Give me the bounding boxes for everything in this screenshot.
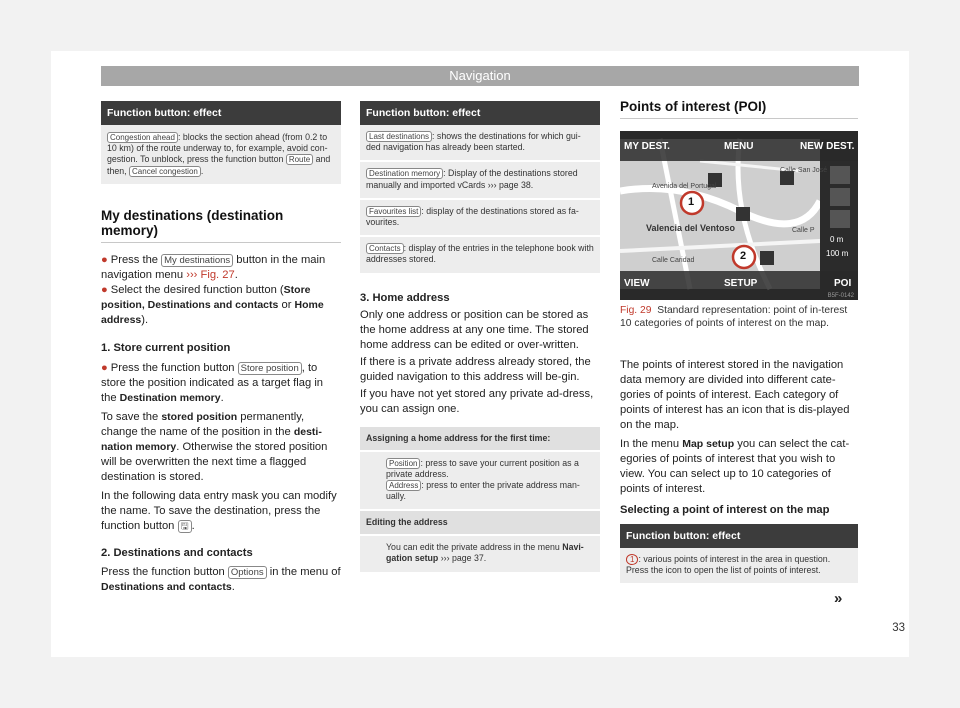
paragraph [101, 565, 341, 595]
map-scale-0: 0 m [830, 235, 844, 244]
callout-2: 2 [740, 250, 747, 262]
text: ››› page 37. [438, 553, 487, 564]
map-street-label: Avenida del Portugal [652, 183, 717, 190]
bullet-3 [101, 361, 341, 406]
row-text: : Display of the destinations stored manually and imported vCards ››› page 38. [366, 168, 578, 190]
text: . [234, 268, 238, 281]
key-last-destinations: Last destinations [366, 131, 432, 142]
figure-caption [620, 304, 858, 330]
paragraph: The points of interest stored in the navigation data memory are divided into different cate-gories of points of interest. Each category of points of interest has an icon that is dis-played on the map. [620, 359, 850, 431]
text: Select the desired function button ( [110, 283, 284, 296]
column-1 [101, 101, 341, 595]
map-street-label: Calle San José [780, 167, 828, 174]
key-route: Route [286, 154, 313, 165]
text: in the menu of [266, 565, 341, 578]
bold-text: Home address [101, 298, 324, 326]
function-table-1 [101, 101, 341, 186]
bullet-icon: ● [101, 361, 108, 374]
column-3-title [620, 99, 858, 119]
table-row [620, 548, 858, 585]
row-text: : various points of interest in the area in question. Press the icon to open the list of points of interest. [626, 554, 831, 576]
key-options: Options [228, 566, 267, 579]
function-table-2 [360, 101, 600, 275]
row-text: : blocks the section ahead (from 0.2 to 10 km) of the route underway to, for example, avoid con-gestion. To unblock, press the function button [107, 132, 328, 165]
text: : press to enter the private address man-ually. [386, 480, 580, 502]
map-view-button: VIEW [624, 278, 650, 289]
map-svg [620, 131, 858, 300]
text: or [278, 298, 295, 311]
key-congestion-ahead: Congestion ahead [107, 132, 178, 143]
continue-arrow: » [834, 590, 843, 607]
text: In the menu [620, 438, 683, 450]
subheading-selecting-poi: Selecting a point of interest on the map [620, 504, 830, 516]
fig-reference-link[interactable]: ››› Fig. 27 [186, 268, 235, 281]
key-destination-memory: Destination memory [366, 168, 443, 179]
map-poi-button: POI [834, 278, 852, 289]
key-my-destinations: My destinations [161, 254, 233, 267]
text: , to store the position indicated as a target flag in the [101, 361, 324, 404]
section-title-destinations: My destinations (destination memory) [101, 208, 341, 243]
subheading-store-position: 1. Store current position [101, 341, 231, 354]
page-header: Navigation [101, 66, 859, 86]
text: To save the [101, 410, 162, 423]
caption-text: Standard representation: point of in-terest 10 categories of points of interest on the map. [620, 305, 848, 329]
row-text: . [200, 165, 204, 176]
key-address: Address [386, 480, 421, 491]
table-header: Function button: effect [620, 524, 858, 548]
callout-1: 1 [688, 196, 695, 208]
bullet-1 [101, 253, 341, 283]
key-favourites-list: Favourites list [366, 206, 421, 217]
table-header: Function button: effect [360, 101, 600, 125]
bullet-icon: ● [101, 283, 108, 296]
text: . [220, 391, 224, 404]
text: In the following data entry mask you can modify the name. To save the destination, press the function button [101, 489, 337, 532]
paragraph [101, 410, 341, 485]
row-text: : display of the destinations stored as fa-vourites. [366, 205, 579, 228]
map-street-label: Calle P [792, 227, 815, 234]
section-body [101, 253, 341, 595]
map-my-dest-button: MY DEST. [624, 141, 670, 152]
row-text: and then, [107, 154, 331, 176]
box-content [360, 536, 600, 572]
text: . Otherwise the stored position will be overwritten the next time a flagged destination is stored. [101, 440, 328, 483]
home-address-box [360, 427, 600, 573]
bold-text: Navi-gation setup [386, 541, 584, 564]
row-text: : shows the destinations for which gui-ded navigation has already been started. [366, 131, 581, 153]
text: . [191, 519, 195, 532]
text: permanently, change the name of the position in the [101, 410, 305, 438]
bold-text: Store position, Destinations and contacts [101, 283, 311, 311]
figure-label: Fig. 29 [620, 305, 652, 316]
box-title: Assigning a home address for the first time: [360, 427, 600, 452]
text: Press the function button [101, 565, 228, 578]
section-title-poi: Points of interest (POI) [620, 99, 858, 119]
text: ). [141, 313, 149, 326]
box-title: Editing the address [360, 511, 600, 536]
bullet-2 [101, 283, 341, 328]
text: Press the [110, 253, 162, 266]
bold-text: desti-nation memory [101, 425, 322, 453]
function-table-3 [620, 524, 858, 585]
bold-text: Destinations and contacts [101, 580, 232, 593]
key-position: Position [386, 458, 420, 469]
text: you can select the cat-egories of points of interest that you wish to view. You can select up to 10 categories of points of interest. [620, 438, 850, 495]
text: You can edit the private address in the menu [386, 541, 563, 552]
paragraph [101, 489, 341, 534]
paragraph: If there is a private address already stored, the guided navigation to this address will be-gin. [360, 355, 591, 383]
paragraph [620, 437, 858, 497]
bold-text: Map setup [682, 438, 735, 450]
figure-code: B5F-0142 [827, 293, 854, 299]
table-row [360, 200, 600, 237]
map-town-label: Valencia del Ventoso [646, 223, 736, 233]
paragraph: Only one address or position can be stored as the home address at any one time. The stored home address can be edited or over-written. [360, 308, 589, 351]
table-row [360, 125, 600, 162]
map-new-dest-button: NEW DEST. [800, 141, 855, 152]
text: button in the main navigation menu [101, 253, 326, 281]
subheading-destinations-contacts: 2. Destinations and contacts [101, 546, 253, 559]
bold-text: Destination memory [119, 391, 221, 404]
map-setup-button: SETUP [724, 278, 758, 289]
map-street-label: Calle Caridad [652, 257, 695, 264]
map-menu-button: MENU [724, 141, 754, 152]
map-scale-100: 100 m [826, 249, 849, 258]
text: Press the function button [110, 361, 238, 374]
text: . [231, 580, 235, 593]
table-row [360, 162, 600, 199]
paragraph: If you have not yet stored any private ad-dress, you can assign one. [360, 387, 594, 415]
row-text: : display of the entries in the telephone book with addresses stored. [366, 243, 594, 265]
subheading-home-address: 3. Home address [360, 291, 450, 304]
box-content [360, 452, 600, 511]
save-icon: 🖫 [178, 520, 192, 533]
text: : press to save your current position as a private address. [386, 457, 579, 480]
page-number: 33 [892, 622, 905, 634]
key-store-position: Store position [238, 362, 302, 375]
table-row [101, 125, 341, 186]
navigation-map-figure [620, 131, 858, 300]
key-contacts: Contacts [366, 243, 404, 254]
table-row [360, 237, 600, 274]
callout-number: 1 [626, 554, 638, 565]
key-cancel-congestion: Cancel congestion [129, 166, 201, 177]
table-header: Function button: effect [101, 101, 341, 125]
column-3-body [620, 358, 858, 585]
column-2 [360, 101, 600, 572]
bold-text: stored position [161, 410, 238, 423]
bullet-icon: ● [101, 253, 108, 266]
